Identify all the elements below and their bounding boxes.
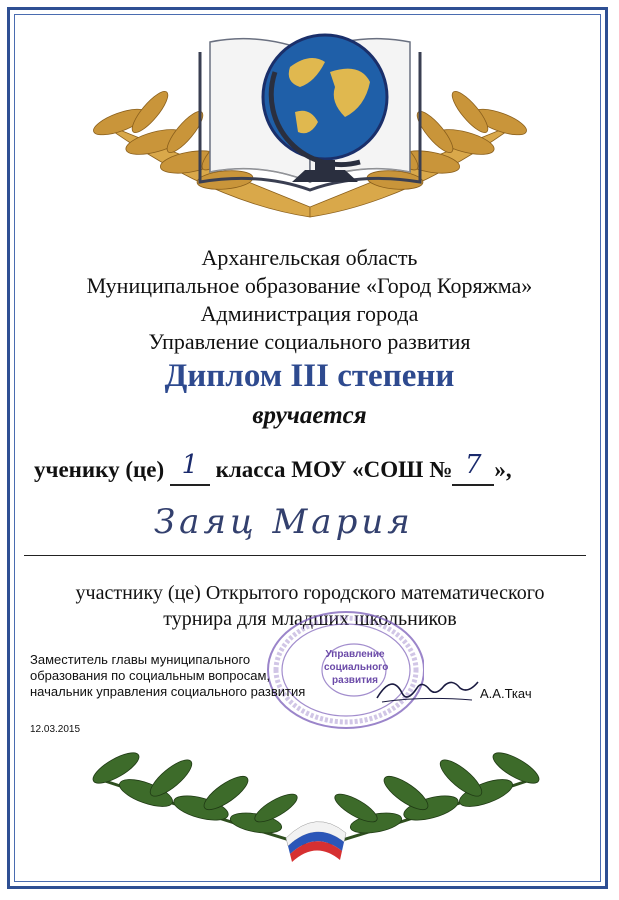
grade-value: 1 bbox=[181, 450, 199, 480]
issuer-header bbox=[0, 244, 619, 356]
diploma-title: Диплом III степени bbox=[164, 358, 455, 394]
pupil-suffix: », bbox=[494, 457, 512, 482]
participant-line-1: участнику (це) Открытого городского математического bbox=[75, 582, 545, 604]
administration-line: Администрация города bbox=[200, 301, 419, 326]
school-number-blank bbox=[452, 450, 494, 486]
recipient-name: Заяц Мария bbox=[154, 502, 414, 542]
participant-line-2: турнира для младших школьников bbox=[163, 608, 457, 630]
school-number-value: 7 bbox=[465, 450, 482, 480]
position-line-1: Заместитель главы муниципального bbox=[30, 652, 251, 667]
position-line-2: образования по социальным вопросам, bbox=[30, 668, 271, 683]
position-line-3: начальник управления социального развития bbox=[30, 684, 306, 699]
tricolor-ribbon bbox=[286, 822, 346, 862]
laurel-branch-decoration bbox=[76, 738, 556, 878]
pupil-grade-line bbox=[34, 450, 594, 486]
book-globe-emblem bbox=[60, 12, 560, 232]
awarded-label: вручается bbox=[252, 402, 367, 429]
name-underline bbox=[24, 555, 586, 556]
recipient-name-field bbox=[24, 500, 586, 556]
region-line: Архангельская область bbox=[201, 245, 418, 270]
grade-blank bbox=[170, 450, 210, 486]
stamp-line-1: Управление bbox=[325, 649, 385, 660]
signer-name: А.А.Ткач bbox=[480, 686, 532, 701]
issue-date: 12.03.2015 bbox=[30, 724, 81, 735]
stamp-line-2: социального bbox=[324, 662, 389, 673]
department-line: Управление социального развития bbox=[148, 329, 471, 354]
handwritten-signature bbox=[372, 668, 482, 708]
stamp-line-3: развития bbox=[332, 675, 378, 686]
signatory-position bbox=[30, 652, 370, 700]
school-label: класса МОУ «СОШ № bbox=[215, 457, 453, 482]
municipality-line: Муниципальное образование «Город Коряжма» bbox=[86, 273, 533, 298]
pupil-prefix: ученику (це) bbox=[34, 457, 165, 482]
